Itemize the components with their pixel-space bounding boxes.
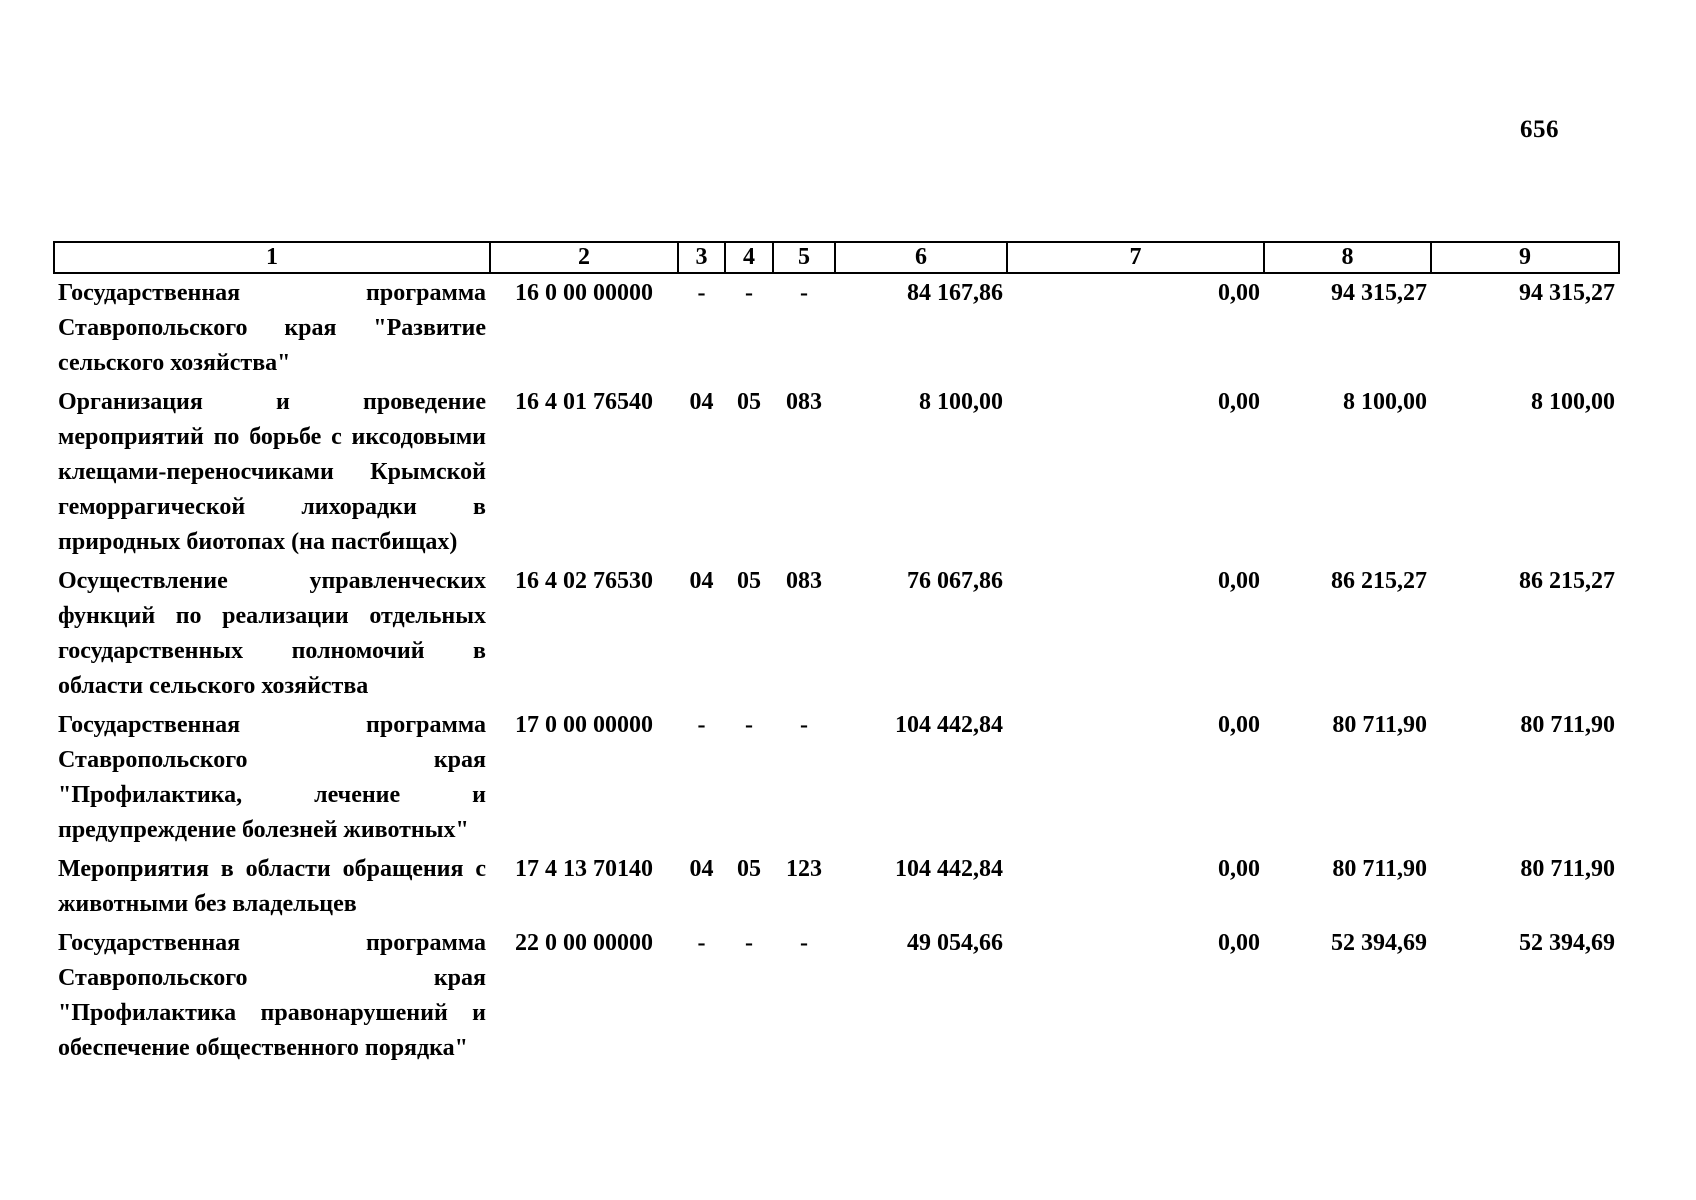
header-col-1: 1 [54, 242, 490, 273]
row-name: Государственная программа Ставропольского края "Профилактика, лечение и предупреждение болезней животных" [58, 712, 486, 843]
row-col-9: 52 394,69 [1519, 930, 1615, 956]
header-col-5: 5 [773, 242, 835, 273]
row-name: Государственная программа Ставропольского края "Профилактика правонарушений и обеспечение общественного порядка" [58, 930, 486, 1061]
header-col-2: 2 [490, 242, 678, 273]
row-col-6: 8 100,00 [919, 389, 1003, 415]
page-number: 656 [1520, 116, 1559, 143]
header-col-6: 6 [835, 242, 1007, 273]
row-col-3: - [697, 930, 706, 956]
row-code: 22 0 00 00000 [515, 930, 653, 956]
row-col-7: 0,00 [1218, 712, 1260, 738]
table-row [54, 383, 1619, 562]
row-code: 17 4 13 70140 [515, 856, 653, 882]
table-row [54, 706, 1619, 850]
row-col-4: 05 [737, 568, 761, 594]
row-col-9: 80 711,90 [1520, 712, 1615, 738]
header-col-3: 3 [678, 242, 725, 273]
table-row [54, 273, 1619, 383]
row-name: Осуществление управленческих функций по реализации отдельных государственных полномочий в области сельского хозяйства [58, 568, 486, 699]
row-col-8: 52 394,69 [1331, 930, 1427, 956]
row-col-7: 0,00 [1218, 568, 1260, 594]
table-row [54, 924, 1619, 1068]
row-col-6: 84 167,86 [907, 280, 1003, 306]
row-col-3: - [697, 712, 706, 738]
row-col-8: 86 215,27 [1331, 568, 1427, 594]
header-col-8: 8 [1264, 242, 1431, 273]
row-col-4: 05 [737, 856, 761, 882]
row-col-4: - [745, 930, 753, 956]
row-col-6: 76 067,86 [907, 568, 1003, 594]
row-col-9: 86 215,27 [1519, 568, 1615, 594]
table-body [54, 273, 1619, 1068]
row-name: Организация и проведение мероприятий по борьбе с иксодовыми клещами-переносчиками Крымской геморрагической лихорадки в природных биотопах (на пастбищах) [58, 389, 486, 555]
row-col-5: 123 [786, 856, 822, 882]
row-col-6: 49 054,66 [907, 930, 1003, 956]
row-col-8: 80 711,90 [1332, 856, 1427, 882]
row-col-5: - [800, 930, 808, 956]
row-col-5: - [800, 712, 808, 738]
table-row [54, 562, 1619, 706]
row-col-9: 8 100,00 [1531, 389, 1615, 415]
row-col-5: 083 [786, 568, 822, 594]
row-col-5: - [800, 280, 808, 306]
row-col-7: 0,00 [1218, 856, 1260, 882]
row-col-8: 8 100,00 [1343, 389, 1427, 415]
header-row [54, 242, 1619, 273]
row-col-4: 05 [737, 389, 761, 415]
row-col-7: 0,00 [1218, 280, 1260, 306]
row-col-3: 04 [689, 568, 714, 594]
row-col-9: 94 315,27 [1519, 280, 1615, 306]
row-code: 17 0 00 00000 [515, 712, 653, 738]
row-col-4: - [745, 712, 753, 738]
row-name: Государственная программа Ставропольского края "Развитие сельского хозяйства" [58, 280, 486, 376]
header-col-7: 7 [1007, 242, 1264, 273]
header-col-4: 4 [725, 242, 773, 273]
row-col-5: 083 [786, 389, 822, 415]
row-col-7: 0,00 [1218, 930, 1260, 956]
row-col-3: 04 [689, 389, 714, 415]
table-row [54, 850, 1619, 924]
row-col-9: 80 711,90 [1520, 856, 1615, 882]
row-code: 16 4 01 76540 [515, 389, 653, 415]
row-col-8: 94 315,27 [1331, 280, 1427, 306]
header-col-9: 9 [1431, 242, 1619, 273]
row-col-3: - [697, 280, 706, 306]
row-col-7: 0,00 [1218, 389, 1260, 415]
row-col-6: 104 442,84 [895, 712, 1003, 738]
row-code: 16 4 02 76530 [515, 568, 653, 594]
budget-table [53, 241, 1620, 1068]
row-name: Мероприятия в области обращения с животными без владельцев [58, 856, 486, 917]
row-col-3: 04 [689, 856, 714, 882]
row-code: 16 0 00 00000 [515, 280, 653, 306]
row-col-8: 80 711,90 [1332, 712, 1427, 738]
row-col-6: 104 442,84 [895, 856, 1003, 882]
row-col-4: - [745, 280, 753, 306]
table-header [54, 242, 1619, 273]
